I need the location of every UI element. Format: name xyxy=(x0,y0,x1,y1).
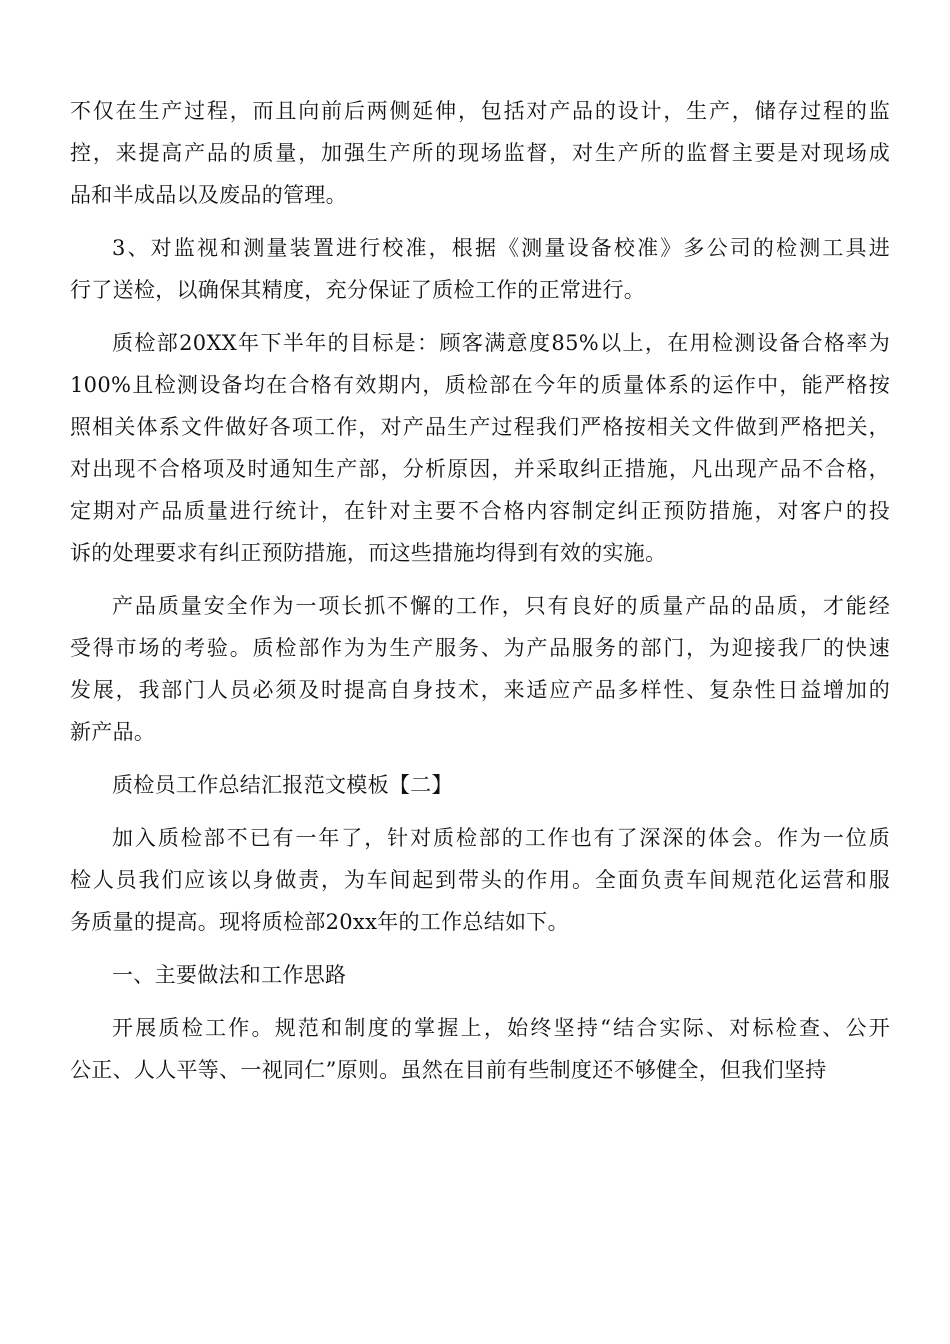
text-line: 3、对监视和测量装置进行校准，根据《测量设备校准》多公司的检测工具进 xyxy=(112,236,890,260)
document-body xyxy=(70,90,890,1102)
text-line: 100%且检测设备均在合格有效期内，质检部在今年的质量体系的运作中，能严格按 xyxy=(70,373,890,397)
text-line: 新产品。 xyxy=(70,720,156,744)
paragraph xyxy=(70,585,890,753)
text-line: 一、主要做法和工作思路 xyxy=(112,963,347,987)
text-line: 公正、人人平等、一视同仁”原则。虽然在目前有些制度还不够健全，但我们坚持 xyxy=(70,1058,827,1082)
paragraph xyxy=(70,817,890,943)
text-line: 定期对产品质量进行统计，在针对主要不合格内容制定纠正预防措施，对客户的投 xyxy=(70,499,890,523)
text-line: 照相关体系文件做好各项工作，对产品生产过程我们严格按相关文件做到严格把关， xyxy=(70,415,890,439)
text-line: 加入质检部不已有一年了，针对质检部的工作也有了深深的体会。作为一位质 xyxy=(112,826,890,850)
text-line: 产品质量安全作为一项长抓不懈的工作，只有良好的质量产品的品质，才能经 xyxy=(112,594,890,618)
text-line: 对出现不合格项及时通知生产部，分析原因，并采取纠正措施，凡出现产品不合格， xyxy=(70,457,890,481)
paragraph xyxy=(70,954,890,996)
text-line: 开展质检工作。规范和制度的掌握上，始终坚持“结合实际、对标检查、公开 xyxy=(112,1016,890,1040)
text-line: 品和半成品以及废品的管理。 xyxy=(70,183,347,207)
text-line: 检人员我们应该以身做责，为车间起到带头的作用。全面负责车间规范化运营和服 xyxy=(70,868,890,892)
text-line: 行了送检，以确保其精度，充分保证了质检工作的正常进行。 xyxy=(70,278,646,302)
text-line: 质检部20XX年下半年的目标是：顾客满意度85%以上，在用检测设备合格率为 xyxy=(112,331,890,355)
text-line: 不仅在生产过程，而且向前后两侧延伸，包括对产品的设计，生产，储存过程的监 xyxy=(70,99,890,123)
text-line: 诉的处理要求有纠正预防措施，而这些措施均得到有效的实施。 xyxy=(70,541,667,565)
text-line: 质检员工作总结汇报范文模板【二】 xyxy=(112,773,453,797)
paragraph xyxy=(70,1007,890,1091)
text-line: 受得市场的考验。质检部作为为生产服务、为产品服务的部门，为迎接我厂的快速 xyxy=(70,636,890,660)
paragraph xyxy=(70,322,890,574)
text-line: 发展，我部门人员必须及时提高自身技术，来适应产品多样性、复杂性日益增加的 xyxy=(70,678,890,702)
paragraph xyxy=(70,227,890,311)
text-line: 控，来提高产品的质量，加强生产所的现场监督，对生产所的监督主要是对现场成 xyxy=(70,141,890,165)
paragraph xyxy=(70,764,890,806)
text-line: 务质量的提高。现将质检部20xx年的工作总结如下。 xyxy=(70,910,569,934)
paragraph xyxy=(70,90,890,216)
